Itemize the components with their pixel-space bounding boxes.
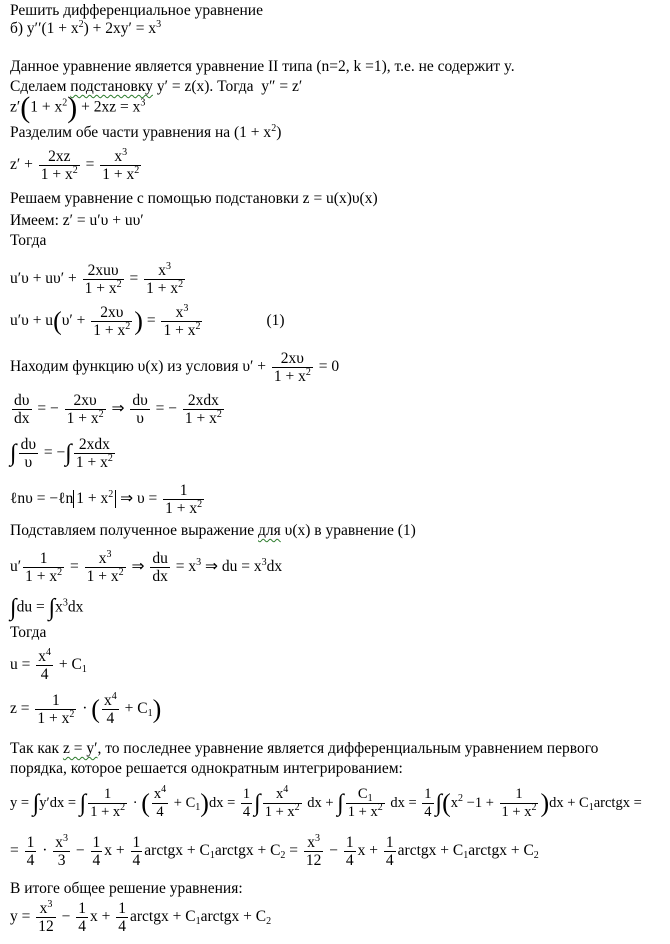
solve-subst-note: Решаем уравнение с помощью подстановки z = u(x)υ(x) <box>10 190 378 207</box>
y-expanded: = $\frac{1}{4}$ · $\frac{x^3}{3}$ − $\frac{1}{4}$ x + $\frac{1}{4}$ arctgx + $C_1arctgx + C_2$ = $\frac{x^3}{12}$ − $\frac{1}{4}$ x + $\frac{1}{4}$ arctgx + $C_1arctgx + C_2$ <box>10 833 539 869</box>
equation-z: $z'(1 + x^2) + 2xz = x^3$ <box>10 91 146 124</box>
final-solution: y = $\frac{x^3}{12}$ − $\frac{1}{4}$ x + $\frac{1}{4}$ arctgx + $C_1arctgx + C_2$ <box>10 899 272 935</box>
equation-divided: z′ + $\frac{2xz}{1 + x^2}$ = $\frac{x^3}{1 + x^2}$ <box>10 147 140 183</box>
separable-eq: $\frac{d\upsilon}{dx}$ = − $\frac{2x\upsilon}{1 + x^2}$ ⇒ $\frac{d\upsilon}{\upsilon}$ = − $\frac{\text{2xdx}}{1 + x^2}$ <box>14 392 222 427</box>
have-line: Имеем: z′ = u′υ + uυ′ <box>10 212 144 229</box>
equation-type-note: Данное уравнение является уравнение II типа (n=2, k =1), т.е. не содержит y. <box>10 58 515 75</box>
z-result: z = $\frac{1}{1 + x^2}$ · ( $\frac{x^4}{4}$ + $C_1$) <box>10 691 162 727</box>
final-note: В итоге общее решение уравнения: <box>10 880 243 897</box>
log-eq: ℓnυ = −ℓn $1 + x^2$ ⇒ υ = $\frac{1}{1 + x^2}$ <box>10 482 203 517</box>
substitution-text-a: Сделаем <box>10 78 71 95</box>
order-line: порядка, которое решается однократным интегрированием: <box>10 760 403 777</box>
divide-note: Разделим обе части уравнения на $(1 + x^2)$ <box>10 123 282 141</box>
equation-number: (1) <box>266 312 285 330</box>
integral-eq: ∫ $\frac{d\upsilon}{\upsilon}$ = −∫ $\frac{\text{2xdx}}{1 + x^2}$ <box>10 436 113 471</box>
u-integral: $\int du = \int x^3dx$ <box>10 595 84 621</box>
find-function-text: Находим функцию υ(x) из условия <box>10 358 243 376</box>
since-line: Так как z = y′, то последнее уравнение является дифференциальным уравнением первого <box>10 740 599 757</box>
task-title: Решить дифференциальное уравнение <box>10 2 263 19</box>
task-equation: б) $y''(1 + x^2) + 2xy' = x^3$ <box>10 19 162 37</box>
equation-uv: u′υ + uυ′ + $\frac{\text{2xuυ}}{1 + x^2}$ = $\frac{x^3}{1 + x^2}$ <box>10 261 184 297</box>
substitute-note: Подставляем полученное выражение для υ(x) в уравнение (1) <box>10 522 416 539</box>
y-integral: y = ∫y′dx = ∫ $\frac{1}{1 + x^2}$ · ( $\frac{x^4}{4}$ + $C_1)dx$ = $\frac{1}{4}$ ∫ $\frac{x^4}{1 + x^2}$ dx + ∫ $\frac{C_1}{1 + x^2}$ dx = $\frac{1}{4}$ $\int(x^2 -1$ + $\frac{1}{1 + x^2}$ )$dx + C_1arctgx$ = <box>10 784 642 820</box>
u-equation: u′ $\frac{1}{1 + x^2}$ = $\frac{x^3}{1 + x^2}$ ⇒ $\frac{du}{dx}$ = $x^3$ ⇒ du = $x^3dx$ <box>10 549 283 585</box>
equation-1: u′υ + u(υ′ + $\frac{2x\upsilon}{1 + x^2}$ ) = $\frac{x^3}{1 + x^2}$ (1) <box>10 303 285 339</box>
find-function-line: Находим функцию υ(x) из условия υ′ + $\frac{2x\upsilon}{1 + x^2}$ = 0 <box>10 350 340 385</box>
substitution-line: Сделаем подстановку y′ = z(x). Тогда y″ = z′ <box>10 78 303 95</box>
u-result: u = $\frac{x^4}{4}$ + $C_1$ <box>10 647 87 683</box>
then-2: Тогда <box>10 624 47 641</box>
substitution-word: подстановку <box>70 78 153 95</box>
then-1: Тогда <box>10 232 47 249</box>
